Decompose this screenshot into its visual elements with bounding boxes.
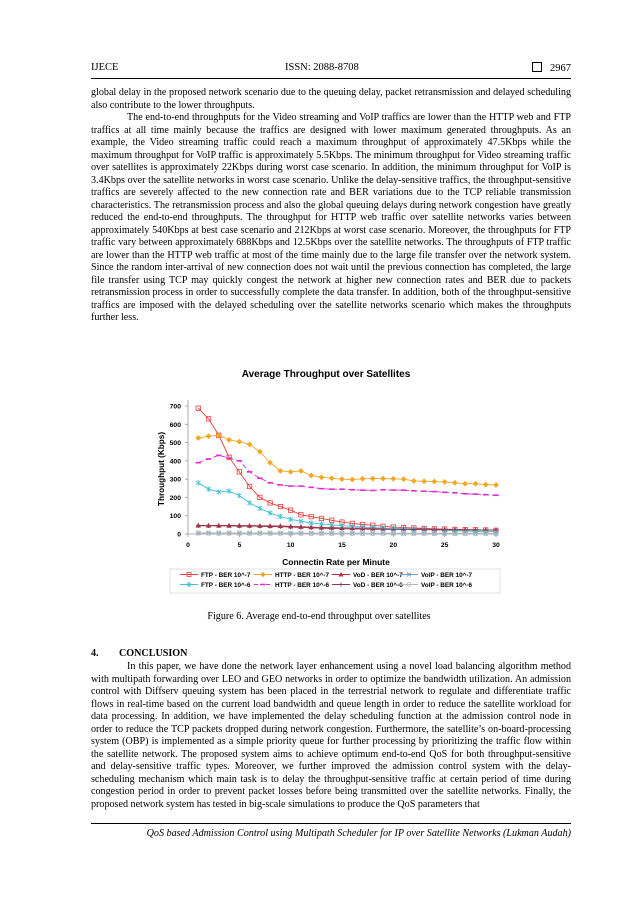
data-point	[319, 526, 323, 530]
data-point	[298, 468, 303, 473]
throughput-chart	[0, 360, 638, 630]
data-point	[370, 476, 375, 481]
x-tick-label: 0	[186, 542, 190, 549]
data-point	[452, 480, 457, 485]
chart-series-group	[196, 406, 499, 536]
legend-label: FTP - BER 10^-7	[201, 572, 251, 579]
legend-label: HTTP - BER 10^-6	[275, 582, 330, 589]
legend-item	[400, 581, 473, 589]
y-tick-label: 300	[169, 476, 181, 484]
x-tick-label: 15	[338, 542, 346, 549]
legend-label: HTTP - BER 10^-7	[275, 572, 330, 579]
data-point	[330, 526, 334, 530]
figure-caption: Figure 6. Average end-to-end throughput over satellites	[207, 611, 431, 622]
x-tick-label: 30	[492, 542, 500, 549]
data-point	[339, 583, 343, 587]
data-point	[339, 476, 344, 481]
series-line	[198, 455, 496, 495]
data-point	[278, 524, 282, 528]
legend-item	[254, 581, 329, 589]
data-point	[483, 482, 488, 487]
x-tick-label: 10	[286, 542, 295, 549]
paragraph-intro: global delay in the proposed network scenario due to the queuing delay, packet retransmission and delayed scheduling also contribute to the lower throughputs.	[91, 87, 571, 111]
data-point	[196, 480, 200, 485]
data-point	[391, 476, 396, 481]
data-point	[288, 469, 293, 474]
y-tick-label: 500	[169, 440, 181, 448]
data-point	[432, 479, 437, 484]
data-point	[493, 482, 498, 487]
y-tick-label: 400	[169, 458, 181, 466]
data-point	[288, 525, 292, 529]
data-point	[268, 510, 272, 515]
legend-item	[400, 571, 473, 579]
y-tick-label: 700	[169, 403, 181, 411]
data-point	[411, 478, 416, 483]
legend-item	[180, 581, 251, 589]
series-http-ber-10-6	[196, 455, 499, 495]
data-point	[261, 572, 266, 577]
data-point	[401, 476, 406, 481]
data-point	[309, 526, 313, 530]
data-point	[473, 481, 478, 486]
legend-label: FTP - BER 10^-6	[201, 582, 251, 589]
issn: ISSN: 2088-8708	[285, 62, 359, 73]
data-point	[226, 437, 231, 442]
chart-legend	[170, 569, 500, 593]
data-point	[247, 500, 251, 505]
legend-item	[180, 571, 251, 579]
x-tick-label: 20	[389, 542, 398, 549]
legend-label: VoIP - BER 10^-7	[421, 572, 473, 579]
data-point	[268, 524, 272, 528]
series-ftp-ber-10-7	[196, 406, 498, 533]
data-point	[463, 481, 468, 486]
journal-name: IJECE	[91, 62, 119, 73]
checkbox-icon	[532, 62, 542, 72]
page-header	[91, 62, 571, 78]
x-tick-label: 5	[237, 542, 242, 549]
paragraph-throughput: The end-to-end throughputs for the Video streaming and VoIP traffics are lower than the HTTP web and FTP traffics at all time mainly because the traffics are designed with lower maximum generated throughputs. As an example, the Video streaming traffic could reach a maximum throughput of approximately 47.5Kbps while the maximum throughput for VoIP traffic is approximately 5.5Kbps. The minimum throughput for Video streaming traffic over satellites is approximately 22Kbps during worst case scenario. In addition, the minimum throughput for VoIP is 3.4Kbps over the satellite networks in worst case scenario. Unlike the delay-sensitive traffics, the throughput-sensitive traffics are severely affected to the new connection rate and BER variations due to the TCP reliable transmission characteristics. The retransmission process and also the global queuing delays during network congestion have greatly reduced the end-to-end throughputs. The throughput for HTTP web traffic over satellite networks varies between approximately 540Kbps at best case scenario and 212Kbps at worst case scenario. Moreover, the throughputs for FTP traffic vary between approximately 688Kbps and 12.5Kbps over the satellite networks. The throughputs of FTP traffic are lower than the HTTP web traffic at most of the time mainly due to the large file transfer over the network system. Since the random inter-arrival of new connection does not wait until the previous connection has completed, the large file transfer using TCP may quickly congest the network at higher new connection rates and BER due to packets retransmission process in order to successfully complete the data transfer. In addition, both of the throughput-sensitive traffics are imposed with the delayed scheduling over the satellite networks scenario which makes the throughputs further less.	[91, 112, 571, 323]
data-point	[329, 476, 334, 481]
chart-title: Average Throughput over Satellites	[241, 369, 411, 380]
legend-item	[332, 571, 403, 579]
series-line	[198, 408, 496, 530]
data-point	[380, 476, 385, 481]
paragraph-conclusion: In this paper, we have done the network layer enhancement using a novel load balancing algorithm method with multipath forwarding over LEO and GEO networks in order to optimize the bandwidth utilization. An admission control with Diffserv queuing system has been placed in the terrestrial network to regulate and differentiate traffic flows in real-time based on the current load bandwidth and queue length in order to reduce the satellite workload for data processing. In addition, we have implemented the delay scheduling function at the admission control node in order to reduce the TCP packets dropped during network congestion. Furthermore, the satellite’s on-board-processing system (OBP) is implemented as a simple priority queue for further processing by prioritizing the traffic flow within the satellite network. The proposed system aims to achieve optimum end-to-end QoS for both throughput-sensitive and delay-sensitive traffic types. Moreover, we further improved the admission control system with the delay-scheduling mechanism which main task is to delay the throughput-sensitive traffic at certain period of time during congestion period in order to prevent packet losses before being transmitted over the satellite networks. Finally, the proposed network system has tested in big-scale simulations to produce the QoS parameters that	[91, 661, 571, 810]
page-footer: QoS based Admission Control using Multipath Scheduler for IP over Satellite Networks (Lukman Audah)	[146, 828, 571, 839]
data-point	[350, 477, 355, 482]
section-number: 4.	[91, 648, 99, 659]
data-point	[309, 473, 314, 478]
section-title: CONCLUSION	[119, 648, 188, 659]
y-tick-label: 100	[169, 513, 181, 521]
y-tick-label: 0	[177, 531, 181, 539]
data-point	[360, 476, 365, 481]
y-tick-label: 600	[169, 421, 181, 429]
chart-y-axis-label: Throughput (Kbps)	[157, 431, 166, 507]
page-number: 2967	[550, 63, 571, 74]
legend-item	[332, 581, 403, 589]
chart-x-axis-label: Connectin Rate per Minute	[282, 557, 390, 567]
data-point	[258, 506, 262, 511]
footer-rule	[91, 823, 571, 824]
y-tick-label: 200	[169, 494, 181, 502]
data-point	[206, 433, 211, 438]
legend-label: VoIP - BER 10^-6	[421, 582, 473, 589]
data-point	[442, 479, 447, 484]
page-number-block	[532, 62, 571, 74]
x-tick-label: 25	[440, 542, 449, 549]
series-line	[198, 483, 496, 532]
header-rule	[91, 78, 571, 79]
legend-label: VoD - BER 10^-6	[353, 582, 403, 589]
data-point	[196, 435, 201, 440]
legend-label: VoD - BER 10^-7	[353, 572, 403, 579]
data-point	[299, 525, 303, 529]
legend-item	[254, 571, 329, 579]
data-point	[237, 493, 241, 498]
data-point	[319, 475, 324, 480]
data-point	[237, 439, 242, 444]
section-heading	[91, 648, 187, 659]
data-point	[421, 479, 426, 484]
